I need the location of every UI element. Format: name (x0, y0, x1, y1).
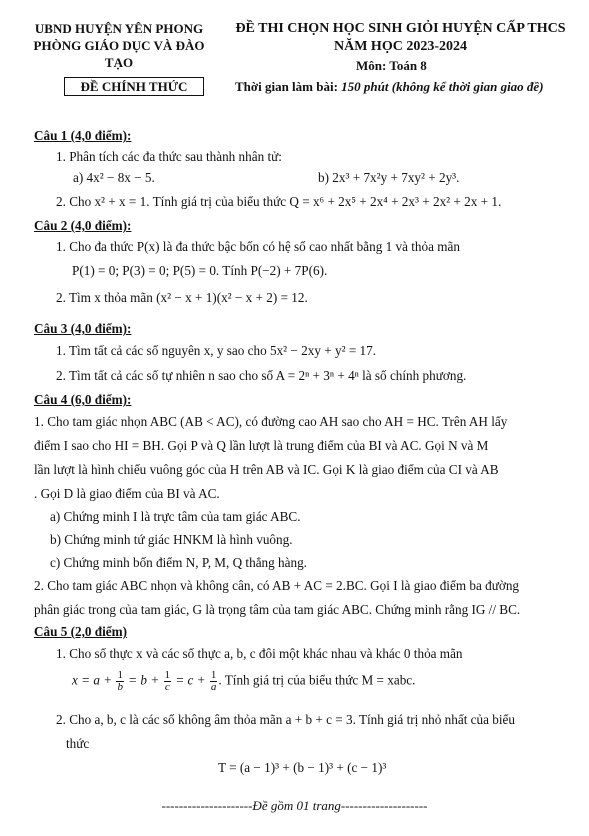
page-footer: ---------------------Đề gồm 01 trang-------------------- (161, 798, 428, 813)
q4-part-c: c) Chứng minh bốn điểm N, P, M, Q thẳng hàng. (50, 555, 307, 570)
q1-title: Câu 1 (4,0 điểm): (34, 128, 132, 143)
time-label: Thời gian làm bài: (235, 79, 342, 94)
q5-title: Câu 5 (2,0 điểm) (34, 624, 128, 639)
q2-title: Câu 2 (4,0 điểm): (34, 218, 132, 233)
official-badge: ĐỀ CHÍNH THỨC (64, 77, 204, 96)
time-info (235, 79, 544, 95)
fraction-1-over-c: $\frac{1}{c}$ (164, 669, 171, 693)
exam-title: ĐỀ THI CHỌN HỌC SINH GIỎI HUYỆN CẤP THCS (235, 21, 566, 36)
org-line-1: UBND HUYỆN YÊN PHONG (34, 21, 204, 36)
q5-part1-line1: 1. Cho số thực x và các số thực a, b, c đôi một khác nhau và khác 0 thỏa mãn (56, 646, 463, 661)
q5-part1-tail: . Tính giá trị của biểu thức M = xabc. (218, 672, 416, 688)
q4-line3: lần lượt là hình chiếu vuông góc của H trên AB và IC. Gọi K là giao điểm của CI và AB (34, 462, 499, 477)
q5-part2-equation: T = (a − 1)³ + (b − 1)³ + (c − 1)³ (218, 760, 387, 775)
exam-year: NĂM HỌC 2023-2024 (334, 39, 467, 54)
q4-line2: điểm I sao cho HI = BH. Gọi P và Q lần lượt là trung điểm của BI và AC. Gọi N và M (34, 438, 489, 453)
q5-part1-equation (72, 670, 415, 693)
q4-line4: . Gọi D là giao điểm của BI và AC. (34, 486, 220, 501)
q4-part-a: a) Chứng minh I là trực tâm của tam giác ABC. (50, 509, 301, 524)
q5-eq-b: = b + (124, 672, 163, 688)
q1-part2: 2. Cho x² + x = 1. Tính giá trị của biểu thức Q = x⁶ + 2x⁵ + 2x⁴ + 2x³ + 2x² + 2x + 1. (56, 194, 502, 209)
q4-line1: 1. Cho tam giác nhọn ABC (AB < AC), có đường cao AH sao cho AH = HC. Trên AH lấy (34, 414, 508, 429)
organization-header (24, 20, 214, 71)
exam-header (228, 20, 573, 56)
q1-part1b: b) 2x³ + 7x²y + 7xy² + 2y³. (318, 170, 460, 185)
q2-part1-line2: P(1) = 0; P(3) = 0; P(5) = 0. Tính P(−2) + 7P(6). (72, 263, 328, 278)
q1-part1: 1. Phân tích các đa thức sau thành nhân tử: (56, 149, 282, 164)
q2-part1-line1: 1. Cho đa thức P(x) là đa thức bậc bốn có hệ số cao nhất bằng 1 và thỏa mãn (56, 239, 460, 254)
q3-part1: 1. Tìm tất cả các số nguyên x, y sao cho 5x² − 2xy + y² = 17. (56, 343, 377, 358)
q3-title: Câu 3 (4,0 điểm): (34, 321, 132, 336)
fraction-1-over-a: $\frac{1}{a}$ (210, 669, 217, 693)
q3-part2: 2. Tìm tất cả các số tự nhiên n sao cho số A = 2ⁿ + 3ⁿ + 4ⁿ là số chính phương. (56, 368, 467, 383)
q2-part2: 2. Tìm x thỏa mãn (x² − x + 1)(x² − x + 2) = 12. (56, 290, 308, 305)
q5-eq-a: x = a + (72, 672, 116, 688)
q5-part2-line1: 2. Cho a, b, c là các số không âm thỏa mãn a + b + c = 3. Tính giá trị nhỏ nhất của biểu (56, 712, 515, 727)
fraction-1-over-b: $\frac{1}{b}$ (117, 669, 123, 693)
q5-eq-c: = c + (172, 672, 209, 688)
q4-part-b: b) Chứng minh tứ giác HNKM là hình vuông. (50, 532, 293, 547)
q1-part1a: a) 4x² − 8x − 5. (73, 170, 155, 185)
org-line-2: PHÒNG GIÁO DỤC VÀ ĐÀO TẠO (33, 38, 205, 70)
q4-line6: phân giác trong của tam giác, G là trọng tâm của tam giác ABC. Chứng minh rằng IG // BC. (34, 602, 521, 617)
subject-label: Môn: Toán 8 (356, 58, 427, 73)
q5-part2-line2: thức (66, 736, 90, 751)
q4-line5: 2. Cho tam giác ABC nhọn và không cân, có AB + AC = 2.BC. Gọi I là giao điểm ba đường (34, 578, 520, 593)
q4-title: Câu 4 (6,0 điểm): (34, 392, 132, 407)
time-value: 150 phút (không kể thời gian giao đề) (341, 79, 544, 94)
